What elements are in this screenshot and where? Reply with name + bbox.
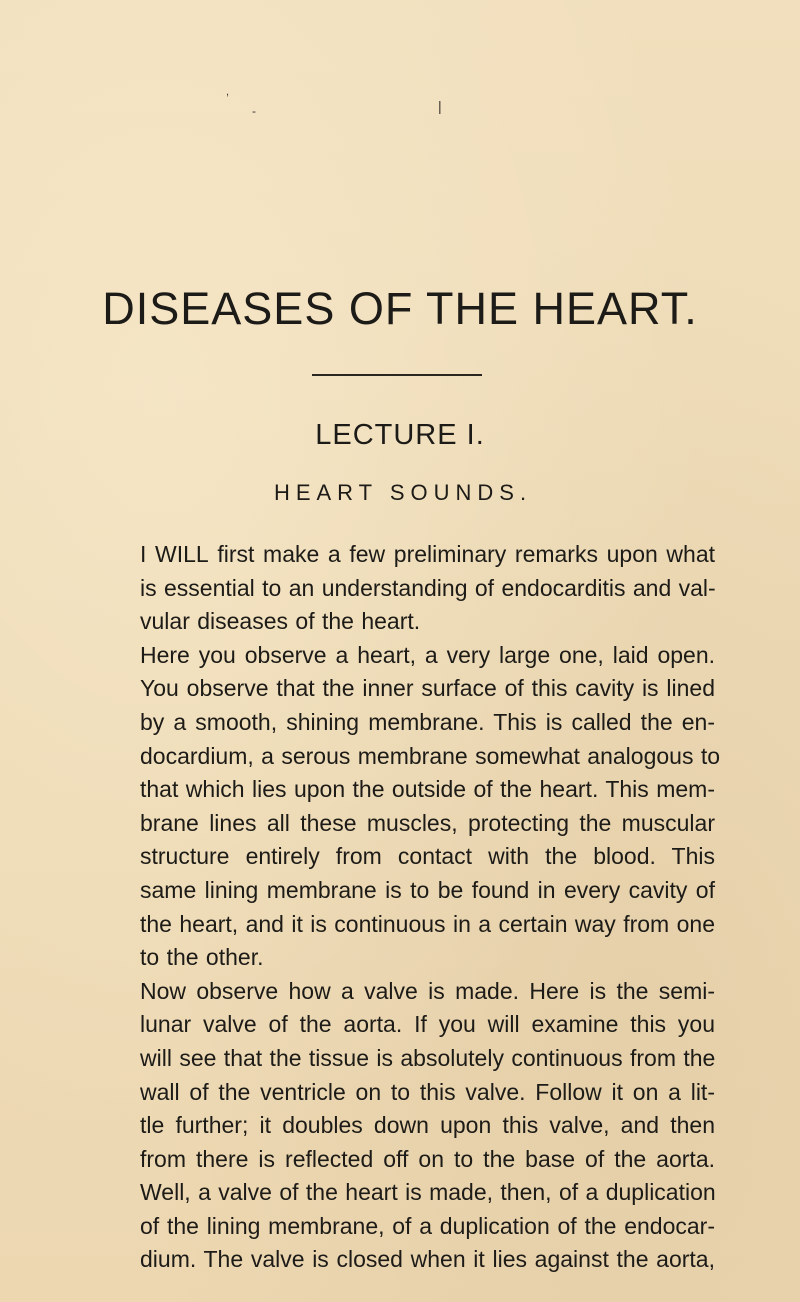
text-line: by a smooth, shining membrane. This is called the en- [140,708,715,735]
body-text [140,538,721,1277]
text-line: dium. The valve is closed when it lies against the aorta, [140,1246,715,1273]
text-line: Now observe how a valve is made. Here is the semi- [140,977,715,1004]
text-line: structure entirely from contact with the blood. This [140,843,715,870]
text-line: docardium, a serous membrane somewhat analogous to [140,742,721,769]
text-line [140,538,715,572]
text-line: tle further; it doubles down upon this valve, and then [140,1112,715,1139]
text-line: brane lines all these muscles, protecting the muscular [140,809,715,836]
text-line: Here you observe a heart, a very large one, laid open. [140,641,715,668]
text-line: lunar valve of the aorta. If you will examine this you [140,1011,715,1038]
text-line-content: first make a few preliminary remarks upon what [208,541,715,567]
page-speck: - [252,104,256,118]
text-line: You observe that the inner surface of this cavity is lined [140,675,715,702]
first-word-smallcaps: WILL [155,541,209,567]
text-line: that which lies upon the outside of the heart. This mem- [140,776,715,803]
text-line: from there is reflected off on to the base of the aorta. [140,1145,715,1172]
page-speck: | [438,98,442,114]
title-divider [312,374,482,376]
text-line: will see that the tissue is absolutely continuous from the [140,1044,716,1071]
section-heading: HEART SOUNDS. [273,480,533,505]
text-line: wall of the ventricle on to this valve. Follow it on a lit- [140,1078,715,1105]
text-line: same lining membrane is to be found in every cavity of [140,876,715,903]
page-speck: , [226,86,230,98]
text-line: Well, a valve of the heart is made, then, of a duplication [140,1179,716,1206]
text-line: vular diseases of the heart. [140,608,421,635]
text-line: is essential to an understanding of endocarditis and val- [140,574,716,601]
first-word: I [140,541,147,567]
text-line: of the lining membrane, of a duplication of the endocar- [140,1212,715,1239]
page-title: DISEASES OF THE HEART. [102,283,698,334]
lecture-heading: LECTURE I. [315,419,485,451]
text-line: the heart, and it is continuous in a certain way from one [140,910,715,937]
text-line: to the other. [140,944,264,971]
